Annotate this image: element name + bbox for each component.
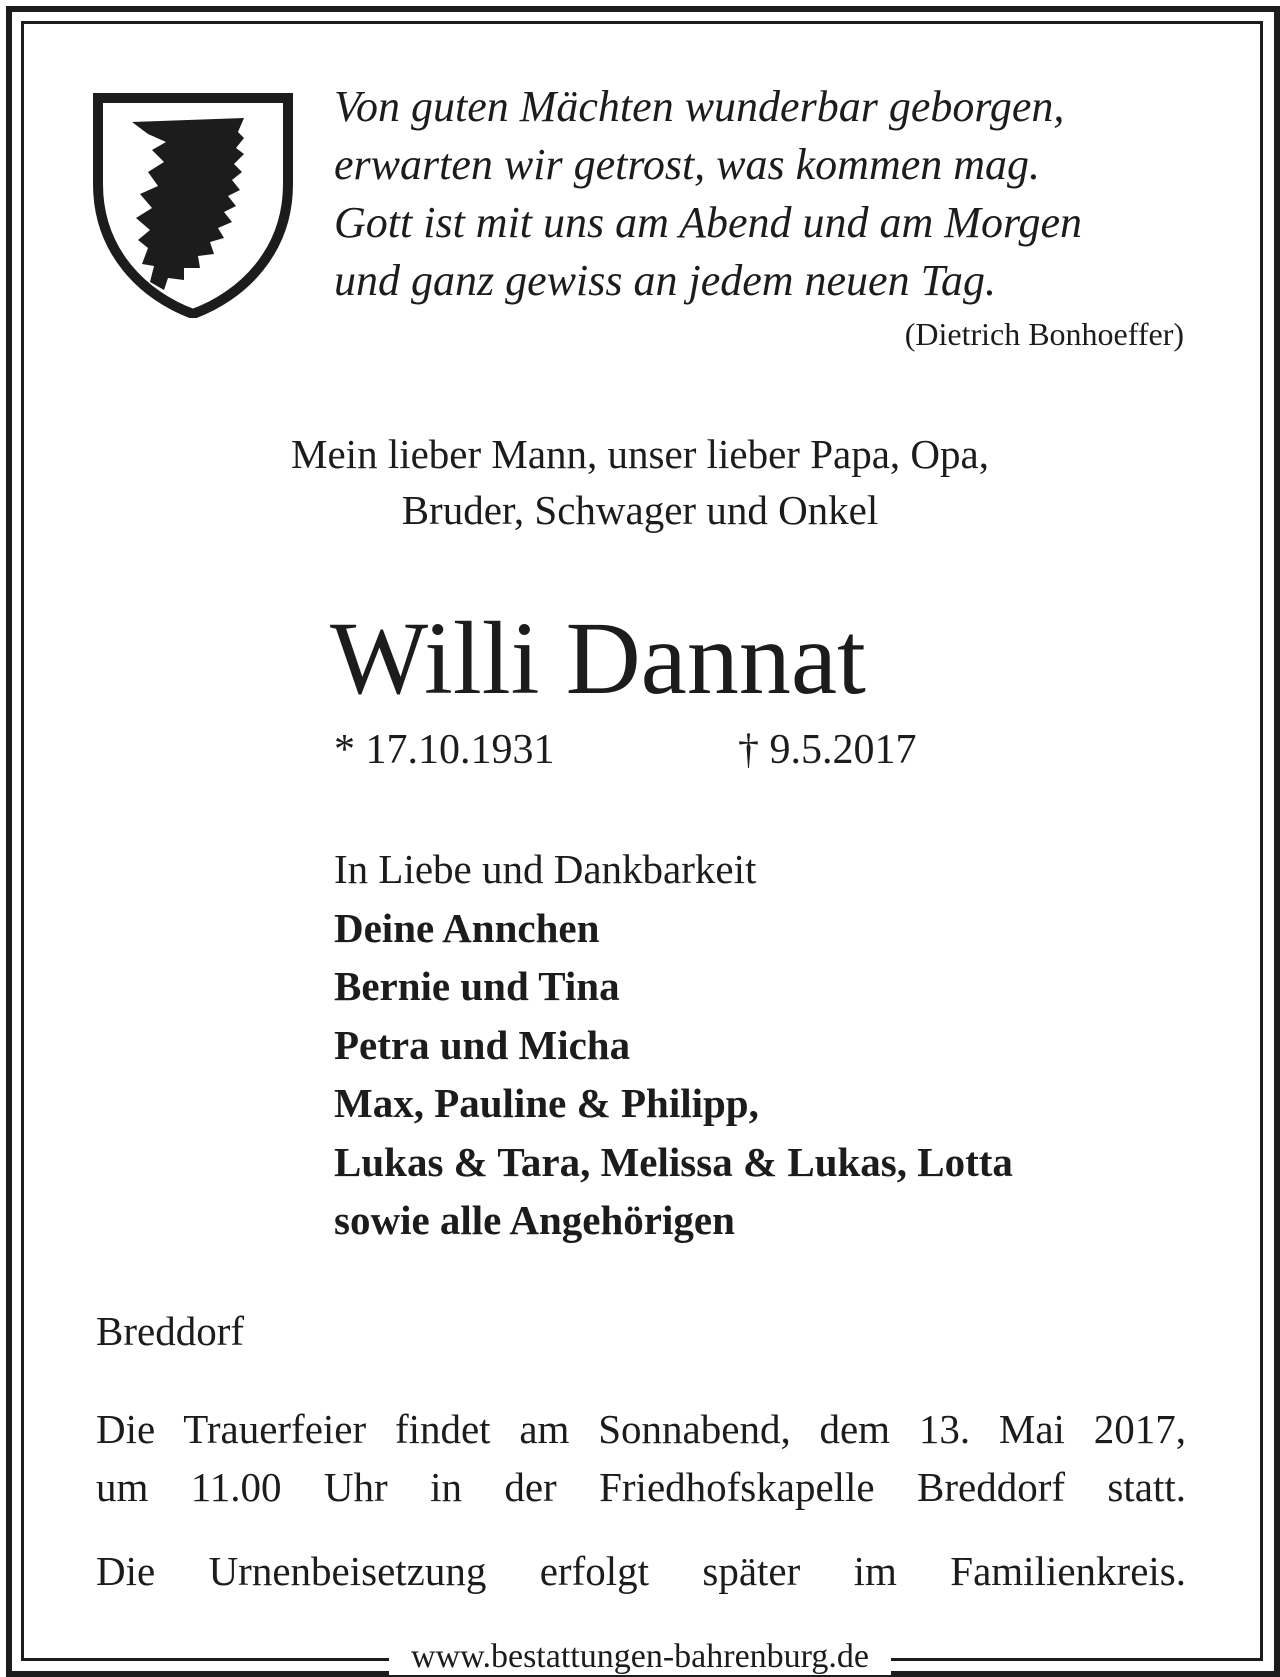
mourner-name: sowie alle Angehörigen xyxy=(334,1197,735,1243)
quote-line: Gott ist mit uns am Abend und am Morgen xyxy=(334,198,1082,247)
website-link[interactable]: www.bestattungen-bahrenburg.de xyxy=(389,1638,891,1675)
footer xyxy=(0,1640,1280,1674)
mourner-name: Lukas & Tara, Melissa & Lukas, Lotta xyxy=(334,1138,1013,1185)
death-date: † 9.5.2017 xyxy=(738,727,917,773)
mourners-intro: In Liebe und Dankbarkeit xyxy=(334,846,757,892)
burial-notice: Die Urnenbeisetzung erfolgt später im Familienkreis. xyxy=(96,1548,1186,1594)
deceased-name: Willi Dannat xyxy=(330,601,866,716)
quote-line: und ganz gewiss an jedem neuen Tag. xyxy=(334,256,997,305)
mourner-name: Max, Pauline & Philipp, xyxy=(334,1080,759,1126)
mourners-list xyxy=(334,840,1013,1250)
funeral-line: Die Trauerfeier findet am Sonnabend, dem 13. Mai 2017, xyxy=(96,1406,1186,1452)
birth-date: * 17.10.1931 xyxy=(334,727,555,773)
coat-of-arms-icon xyxy=(92,92,294,318)
quote-line: erwarten wir getrost, was kommen mag. xyxy=(334,140,1041,189)
quote-line: Von guten Mächten wunderbar geborgen, xyxy=(334,82,1065,131)
mourner-name: Deine Annchen xyxy=(334,904,600,951)
mourner-name: Petra und Micha xyxy=(334,1021,631,1068)
bonhoeffer-quote xyxy=(334,78,1082,310)
intro-line: Bruder, Schwager und Onkel xyxy=(401,487,879,533)
town-name: Breddorf xyxy=(96,1308,245,1354)
intro-text xyxy=(0,426,1280,538)
funeral-line: um 11.00 Uhr in der Friedhofskapelle Breddorf statt. xyxy=(96,1464,1186,1510)
intro-line: Mein lieber Mann, unser lieber Papa, Opa, xyxy=(291,431,989,477)
quote-author: (Dietrich Bonhoeffer) xyxy=(904,316,1184,352)
mourner-name: Bernie und Tina xyxy=(334,963,620,1009)
funeral-notice xyxy=(96,1400,1186,1516)
